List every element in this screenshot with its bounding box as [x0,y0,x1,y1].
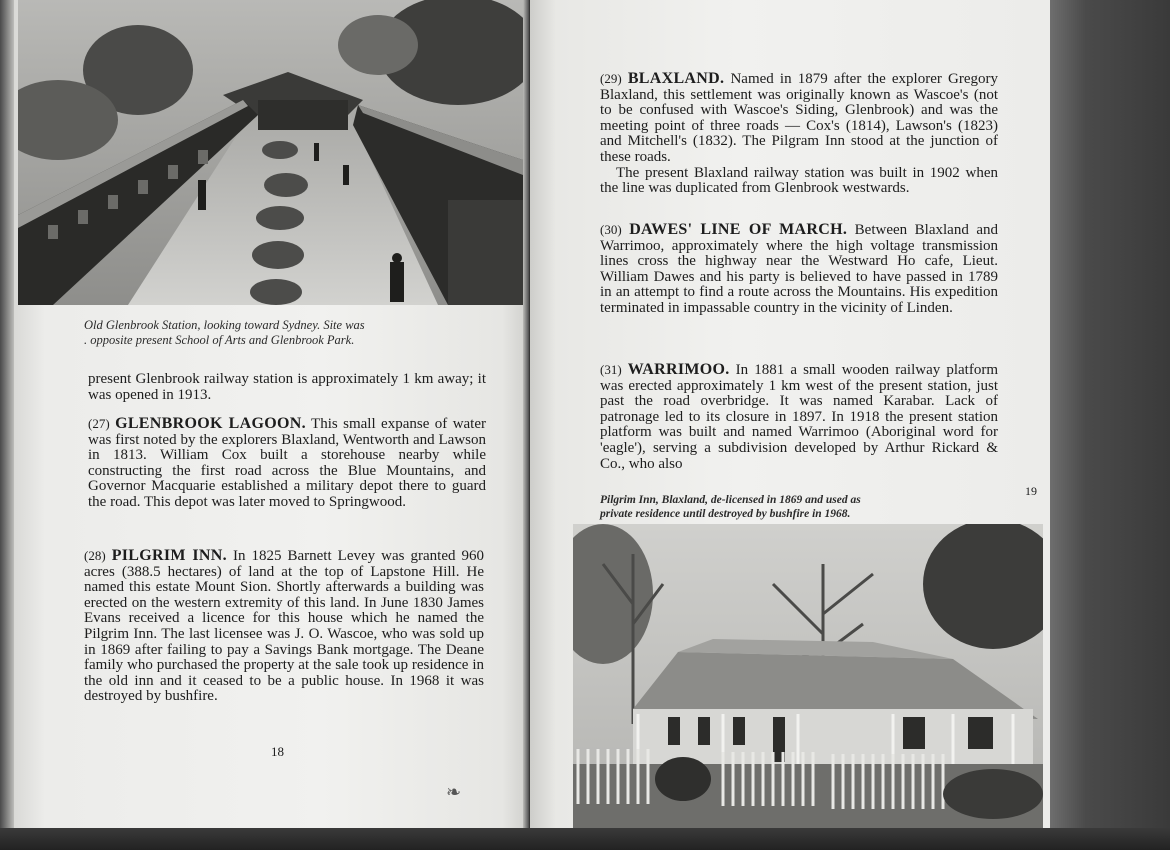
entry-body: In 1825 Barnett Levey was granted 960 acres (388.5 hectares) of land at the top of Lapstone Hill. He named this estate Mount Sion. Shortly afterwards a building was erected on the western extremity of this land. In June 1830 James Evans received a licence for this house which he named the Pilgrim Inn. The last licensee was J. O. Wascoe, who was sold up in 1869 after failing to pay a Savings Bank mortgage. The Deane family who purchased the property at the sale took up residence in the old inn and it ceased to be a public house. In 1968 it was destroyed by bushfire. [84,548,485,705]
station-photo-caption [84,318,414,348]
entry-pilgrim-inn [84,548,484,705]
entry-number: (29) [600,71,622,86]
caption-line: Pilgrim Inn, Blaxland, de-licensed in 1869 and used as [600,494,861,506]
entry-number: (30) [600,222,622,237]
entry-heading: GLENBROOK LAGOON. [115,415,306,432]
ink-mark: ❧ [446,782,462,802]
paragraph [84,548,484,705]
entry-warrimoo [600,362,998,472]
caption-line: private residence until destroyed by bushfire in 1968. [600,508,851,520]
page-number: 18 [271,744,284,759]
entry-body: This small expanse of water was first noted by the explorers Blaxland, Wentworth and Lawson in 1813. William Cox built a storehouse nearby while constructing the first road across the Blue Mountains, and Governor Macquarie established a military depot there to guard the road. This depot was later moved to Springwood. [88,416,486,510]
entry-glenbrook-lagoon [88,416,486,511]
entry-dawes-line-of-march [600,222,998,317]
paragraph: The present Blaxland railway station was built in 1902 when the line was duplicated from Glenbrook westwards. [600,164,998,197]
entry-number: (28) [84,548,106,563]
entry-heading: BLAXLAND. [627,70,725,87]
entry-heading: PILGRIM INN. [111,547,227,564]
paragraph [600,71,998,166]
entry-body: Named in 1879 after the explorer Gregory Blaxland, this settlement was originally known as Wascoe's (not to be confused with Wascoe's Siding, Glenbrook) and was the meeting point of three roads — Cox's (1814), Lawson's (1823) and Mitchell's (1832). The Pilgram Inn stood at the junction of these roads. [600,71,998,165]
entry-number: (31) [600,362,622,377]
entry-body: Between Blaxland and Warrimoo, approximately where the high voltage transmission lines cross the highway near the Westward Ho cafe, Lieut. William Dawes and his party is believed to have passed in 1789 in an attempt to find a route across the Mountains. His expedition terminated in impassable country in the vicinity of Linden. [600,222,998,316]
pilgrim-inn-photo [573,524,1043,828]
entry-body: In 1881 a small wooden railway platform was erected approximately 1 km west of the present station, just past the road overbridge. It was named Karabar. Lack of patronage led to its closure in 1897. In 1918 the present station platform was built and named Warrimoo (Aboriginal word for 'eagle'), serving a subdivision developed by Arthur Rickard & Co., who also [600,362,998,472]
entry-heading: WARRIMOO. [627,361,730,378]
background-shadow [1050,0,1170,850]
pilgrim-inn-photo-caption [600,493,930,521]
inn-illustration [573,524,1043,828]
paragraph [600,362,998,472]
station-illustration [18,0,523,305]
background-bottom [0,828,1170,850]
entry-blaxland [600,71,998,197]
entry-number: (27) [88,416,110,431]
glenbrook-station-continuation [88,372,486,403]
book-edge [0,0,14,850]
paragraph [600,222,998,317]
paragraph: present Glenbrook railway station is approximately 1 km away; it was opened in 1913. [88,371,486,403]
caption-line: Old Glenbrook Station, looking toward Sydney. Site was [84,318,365,332]
page-number: 19 [1025,484,1037,498]
entry-heading: DAWES' LINE OF MARCH. [629,221,848,238]
caption-line: . opposite present School of Arts and Glenbrook Park. [84,333,355,347]
paragraph [88,416,486,511]
glenbrook-station-photo [18,0,523,305]
